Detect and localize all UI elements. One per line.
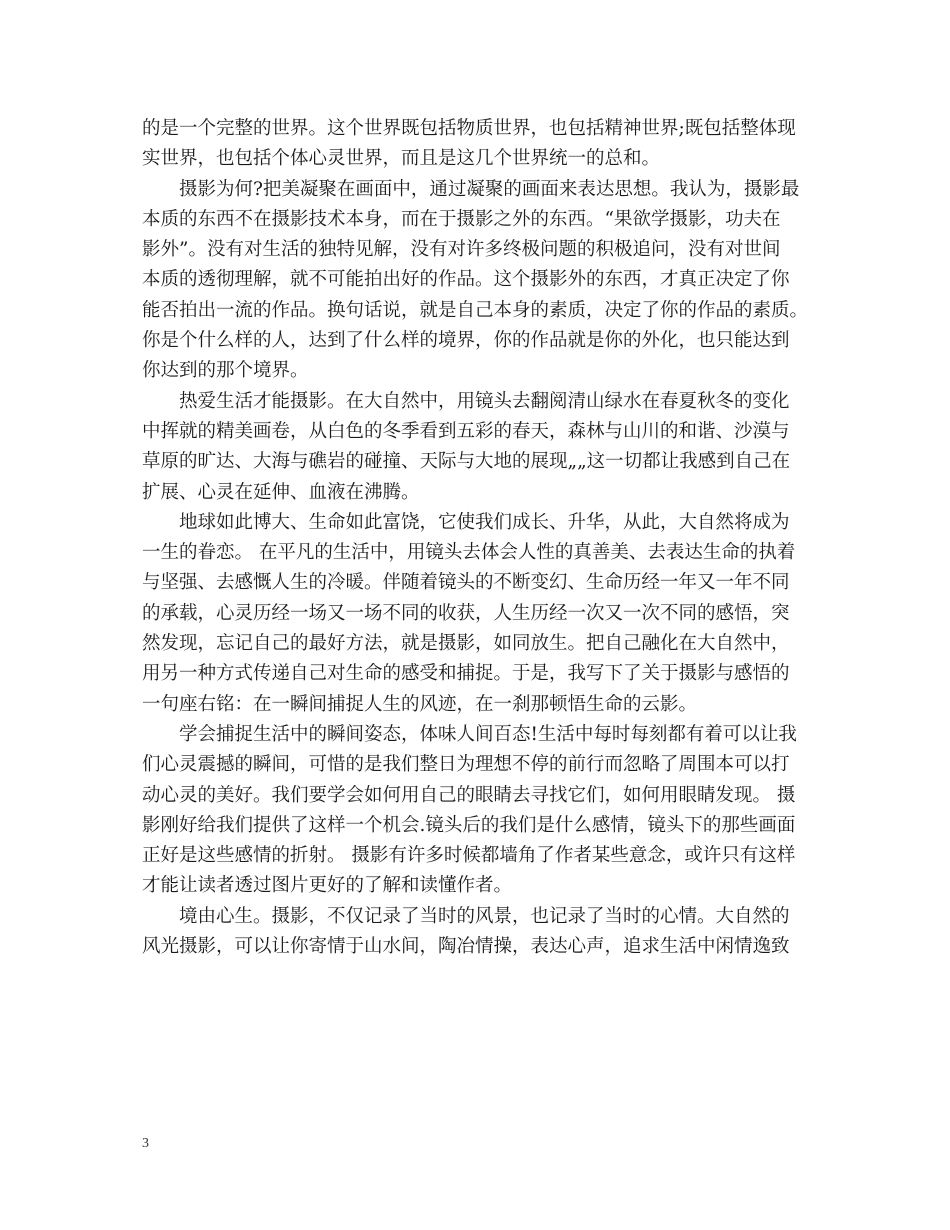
text-line: 一句座右铭：在一瞬间捕捉人生的风迹，在一刹那顿悟生命的云影。 xyxy=(142,693,698,715)
text-line: 你是个什么样的人，达到了什么样的境界，你的作品就是你的外化，也只能达到 xyxy=(142,330,790,352)
text-line: 的承载，心灵历经一场又一场不同的收获，人生历经一次又一次不同的感悟，突 xyxy=(142,602,790,624)
text-line: 才能让读者透过图片更好的了解和读懂作者。 xyxy=(142,875,513,897)
text-line: 影外”。没有对生活的独特见解，没有对许多终极问题的积极追问，没有对世间 xyxy=(142,239,781,261)
text-line: 地球如此博大、生命如此富饶，它使我们成长、升华，从此，大自然将成为 xyxy=(179,511,790,533)
text-line: 草原的旷达、大海与礁岩的碰撞、天际与大地的展现„„这一切都让我感到自己在 xyxy=(142,451,791,473)
text-line: 你达到的那个境界。 xyxy=(142,360,309,382)
text-line: 本质的东西不在摄影技术本身，而在于摄影之外的东西。“果欲学摄影，功夫在 xyxy=(142,208,781,230)
text-line: 中挥就的精美画卷，从白色的冬季看到五彩的春天，森林与山川的和谐、沙漠与 xyxy=(142,420,790,442)
text-line: 实世界，也包括个体心灵世界，而且是这几个世界统一的总和。 xyxy=(142,148,661,170)
text-line: 影刚好给我们提供了这样一个机会.镜头后的我们是什么感情，镜头下的那些画面 xyxy=(142,814,796,836)
text-line: 境由心生。摄影，不仅记录了当时的风景，也记录了当时的心情。大自然的 xyxy=(179,905,790,927)
text-line: 动心灵的美好。我们要学会如何用自己的眼睛去寻找它们，如何用眼睛发现。 摄 xyxy=(142,784,796,806)
text-line: 的是一个完整的世界。这个世界既包括物质世界，也包括精神世界;既包括整体现 xyxy=(142,118,796,139)
text-line: 一生的眷恋。 在平凡的生活中，用镜头去体会人性的真善美、去表达生命的执着 xyxy=(142,542,796,564)
text-line: 与坚强、去感慨人生的冷暖。伴随着镜头的不断变幻、生命历经一年又一年不同 xyxy=(142,572,790,594)
text-line: 热爱生活才能摄影。在大自然中，用镜头去翻阅清山绿水在春夏秋冬的变化 xyxy=(179,390,790,412)
text-line: 扩展、心灵在延伸、血液在沸腾。 xyxy=(142,481,420,503)
text-line: 能否拍出一流的作品。换句话说，就是自己本身的素质，决定了你的作品的素质。 xyxy=(142,299,809,321)
text-line: 摄影为何?把美凝聚在画面中，通过凝聚的画面来表达思想。我认为，摄影最 xyxy=(179,178,800,200)
text-line: 们心灵震撼的瞬间，可惜的是我们整日为理想不停的前行而忽略了周围本可以打 xyxy=(142,754,790,776)
text-line: 风光摄影，可以让你寄情于山水间，陶冶情操，表达心声，追求生活中闲情逸致 xyxy=(142,936,790,958)
document-body xyxy=(142,114,822,962)
text-line: 正好是这些感情的折射。 摄影有许多时候都墙角了作者某些意念，或许只有这样 xyxy=(142,845,796,867)
text-line: 本质的透彻理解，就不可能拍出好的作品。这个摄影外的东西，才真正决定了你 xyxy=(142,269,790,291)
page-number: 3 xyxy=(142,1136,149,1151)
text-line: 用另一种方式传递自己对生命的感受和捕捉。于是，我写下了关于摄影与感悟的 xyxy=(142,663,790,685)
text-line: 学会捕捉生活中的瞬间姿态，体味人间百态!生活中每时每刻都有着可以让我 xyxy=(179,723,797,745)
text-line: 然发现，忘记自己的最好方法，就是摄影，如同放生。把自己融化在大自然中， xyxy=(142,633,790,655)
